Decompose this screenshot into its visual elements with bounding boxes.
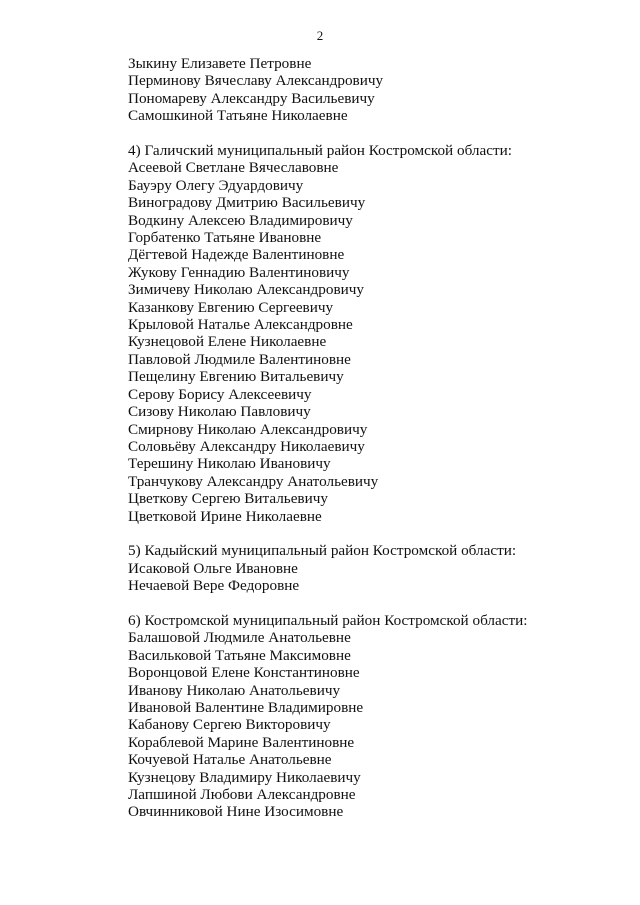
list-item: Сизову Николаю Павловичу [128,403,311,421]
list-item: Кузнецовой Елене Николаевне [128,333,327,351]
list-item: Казанкову Евгению Сергеевичу [128,298,334,316]
list-item: Кузнецову Владимиру Николаевичу [128,768,361,786]
document-body [128,55,608,821]
section-heading: 6) Костромской муниципальный район Костромской области: [128,611,528,629]
list-item: Терешину Николаю Ивановичу [128,455,331,473]
list-item: Дёгтевой Надежде Валентиновне [128,246,345,264]
list-item: Исаковой Ольге Ивановне [128,559,298,577]
list-item: Зимичеву Николаю Александровичу [128,281,364,299]
list-item: Цветковой Ирине Николаевне [128,507,322,525]
list-item: Кабанову Сергею Викторовичу [128,716,331,734]
list-item: Балашовой Людмиле Анатольевне [128,629,351,647]
list-item: Зыкину Елизавете Петровне [128,55,312,72]
list-item: Асеевой Светлане Вячеславовне [128,159,339,177]
list-item: Васильковой Татьяне Максимовне [128,646,351,664]
list-item: Павловой Людмиле Валентиновне [128,350,351,368]
list-item: Жукову Геннадию Валентиновичу [128,263,350,281]
list-item: Виноградову Дмитрию Васильевичу [128,194,366,212]
list-item: Лапшиной Любови Александровне [128,786,356,804]
list-item: Кочуевой Наталье Анатольевне [128,751,332,769]
section-kadyi [128,542,608,594]
list-item: Пономареву Александру Васильевичу [128,89,375,107]
list-item: Перминову Вячеславу Александровичу [128,72,384,90]
list-item: Самошкиной Татьяне Николаевне [128,107,348,125]
page-number: 2 [316,28,324,43]
list-item: Нечаевой Вере Федоровне [128,577,300,595]
list-item: Водкину Алексею Владимировичу [128,211,353,229]
list-item: Серову Борису Алексеевичу [128,385,312,403]
list-item: Цветкову Сергею Витальевичу [128,490,328,508]
list-item: Пещелину Евгению Витальевичу [128,368,344,386]
list-item: Крыловой Наталье Александровне [128,316,353,334]
list-item: Соловьёву Александру Николаевичу [128,437,365,455]
continued-name-list [128,55,608,125]
section-heading: 4) Галичский муниципальный район Костромской области: [128,142,512,160]
list-item: Ивановой Валентине Владимировне [128,698,364,716]
list-item: Овчинниковой Нине Изосимовне [128,803,344,821]
section-heading: 5) Кадыйский муниципальный район Костромской области: [128,542,517,560]
list-item: Горбатенко Татьяне Ивановне [128,229,322,247]
list-item: Воронцовой Елене Константиновне [128,664,360,682]
section-kostroma [128,612,608,821]
list-item: Иванову Николаю Анатольевичу [128,681,341,699]
list-item: Смирнову Николаю Александровичу [128,420,368,438]
list-item: Кораблевой Марине Валентиновне [128,733,355,751]
list-item: Транчукову Александру Анатольевичу [128,472,379,490]
section-galich [128,142,608,525]
list-item: Бауэру Олегу Эдуардовичу [128,176,304,194]
